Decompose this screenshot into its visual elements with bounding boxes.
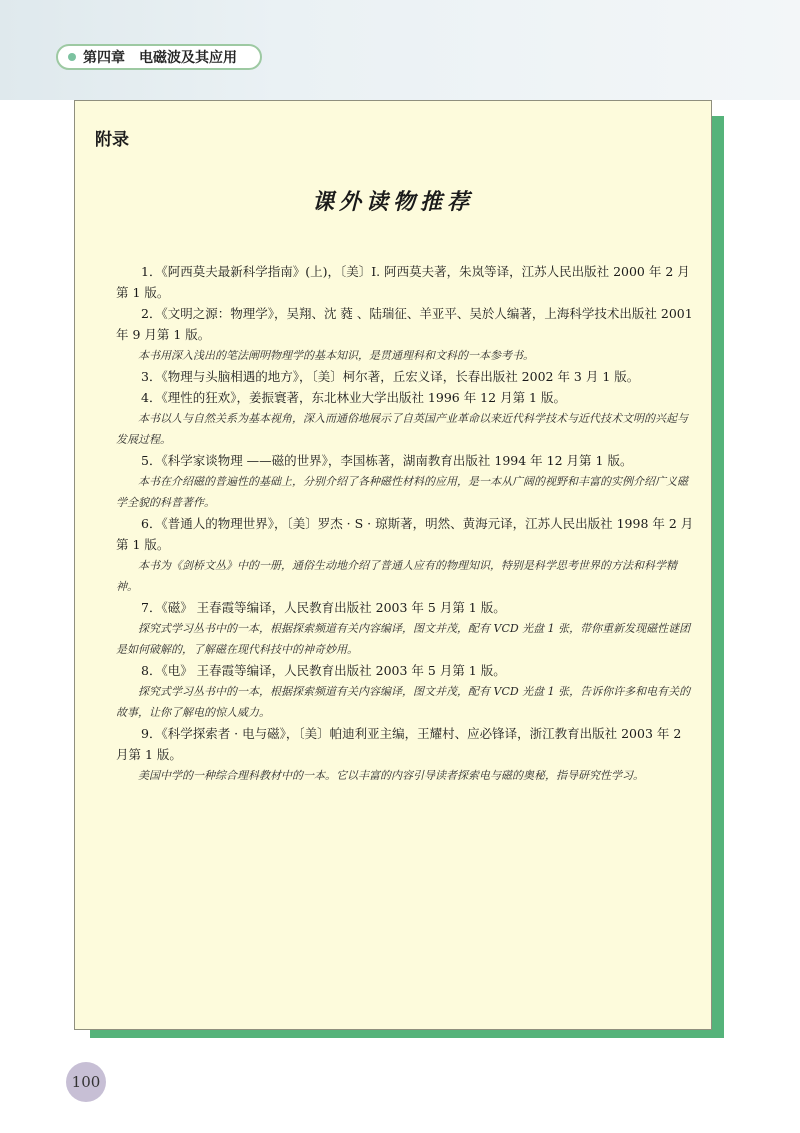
item-description: 探究式学习丛书中的一本，根据探索频道有关内容编译，图文并茂，配有 VCD 光盘 1 张，带你重新发现磁性谜团是如何破解的，了解磁在现代科技中的神奇妙用。 [116, 622, 691, 656]
list-item: 9．《科学探索者 · 电与磁》，〔美〕帕迪利亚主编，王耀村、应必锋译，浙江教育出版社 2003 年 2 月第 1 版。 [116, 726, 682, 762]
section-label: 附录 [95, 130, 129, 150]
list-item: 7．《磁》 王春霞等编译，人民教育出版社 2003 年 5 月第 1 版。 [141, 600, 506, 615]
list-item: 5．《科学家谈物理 ——磁的世界》，李国栋著，湖南教育出版社 1994 年 12 月第 1 版。 [141, 453, 633, 468]
reading-list-panel [74, 100, 712, 1030]
bullet-dot-icon [68, 53, 76, 61]
list-item: 2．《文明之源：物理学》，吴翔、沈 蕤 、陆瑞征、羊亚平、吴於人编著，上海科学技术出版社 2001 年 9 月第 1 版。 [116, 306, 693, 342]
item-description: 美国中学的一种综合理科教材中的一本。它以丰富的内容引导读者探索电与磁的奥秘，指导研究性学习。 [138, 769, 644, 782]
item-description: 本书为《剑桥文丛》中的一册，通俗生动地介绍了普通人应有的物理知识，特别是科学思考世界的方法和科学精神。 [116, 559, 677, 593]
item-description: 本书用深入浅出的笔法阐明物理学的基本知识，是贯通理科和文科的一本参考书。 [138, 349, 534, 362]
list-item: 6．《普通人的物理世界》，〔美〕罗杰 · S · 琼斯著，明然、黄海元译，江苏人民出版社 1998 年 2 月第 1 版。 [116, 516, 694, 552]
item-description: 本书以人与自然关系为基本视角，深入而通俗地展示了自英国产业革命以来近代科学技术与近代技术文明的兴起与发展过程。 [116, 412, 688, 446]
page-number-badge: 100 [66, 1062, 106, 1102]
list-item: 4．《理性的狂欢》，姜振寰著，东北林业大学出版社 1996 年 12 月第 1 版。 [141, 390, 566, 405]
list-item: 3．《物理与头脑相遇的地方》，〔美〕柯尔著，丘宏义译，长春出版社 2002 年 3 月 1 版。 [141, 369, 640, 384]
reading-list [116, 261, 696, 786]
list-item: 1．《阿西莫夫最新科学指南》(上)，〔美〕I. 阿西莫夫著，朱岚等译，江苏人民出版社 2000 年 2 月第 1 版。 [116, 264, 690, 300]
item-description: 本书在介绍磁的普遍性的基础上，分别介绍了各种磁性材料的应用，是一本从广阔的视野和丰富的实例介绍广义磁学全貌的科普著作。 [116, 475, 688, 509]
list-item: 8．《电》 王春霞等编译，人民教育出版社 2003 年 5 月第 1 版。 [141, 663, 506, 678]
page-title: 课外读物推荐 [311, 189, 474, 215]
chapter-number: 第四章 [83, 50, 125, 66]
item-description: 探究式学习丛书中的一本，根据探索频道有关内容编译，图文并茂，配有 VCD 光盘 1 张，告诉你许多和电有关的故事，让你了解电的惊人威力。 [116, 685, 691, 719]
chapter-title: 电磁波及其应用 [139, 50, 237, 66]
chapter-tab [56, 44, 262, 70]
